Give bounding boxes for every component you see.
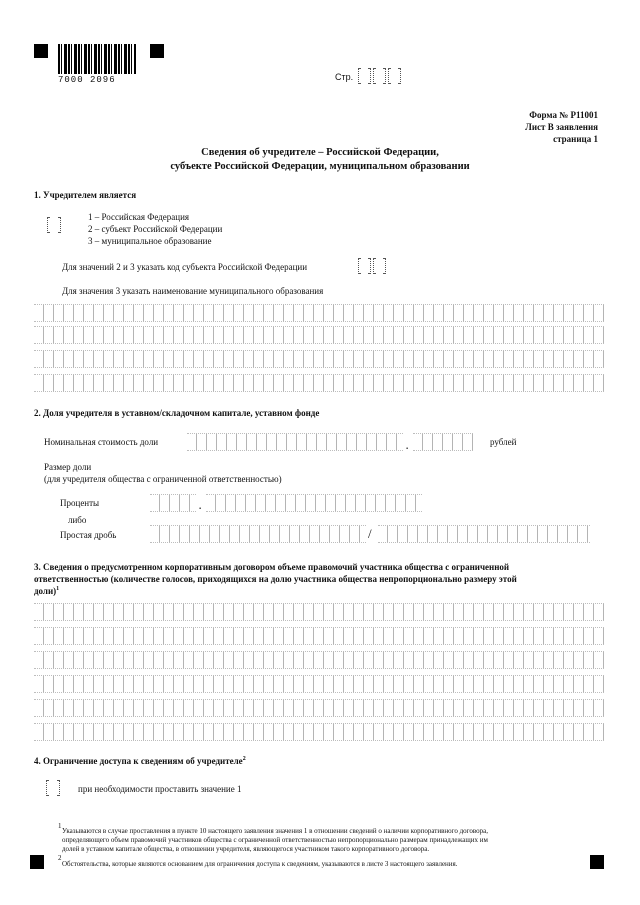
numerator-field[interactable] (150, 525, 366, 543)
percent-fraction-field[interactable] (206, 494, 422, 512)
corner-marker-bottom-right (590, 855, 604, 869)
votes-field-row[interactable] (34, 723, 604, 741)
section2-heading: 2. Доля учредителя в уставном/складочном капитале, уставном фонде (34, 408, 320, 418)
votes-field-row[interactable] (34, 699, 604, 717)
form-number: Форма № Р11001 (529, 110, 598, 120)
corner-marker-bottom-left (30, 855, 44, 869)
nominal-rubles-field[interactable] (187, 433, 403, 451)
fraction-label: Простая дробь (60, 530, 117, 540)
votes-field-row[interactable] (34, 675, 604, 693)
page-sublabel: страница 1 (553, 134, 598, 144)
sheet-label: Лист В заявления (525, 122, 598, 132)
municipality-field-row[interactable] (34, 374, 604, 392)
page-number-field[interactable] (358, 68, 403, 84)
access-restriction-note: при необходимости проставить значение 1 (78, 784, 242, 794)
page-label: Стр. (335, 72, 354, 82)
footnote-1-marker: 1 (58, 822, 62, 830)
section4-heading: 4. Ограничение доступа к сведениям об учредителе$^2$ (34, 756, 246, 766)
barcode (58, 44, 136, 74)
corner-marker-top-left (34, 44, 48, 58)
page-title-line2: субъекте Российской Федерации, муниципальном образовании (170, 161, 470, 172)
municipality-field-row[interactable] (34, 326, 604, 344)
option-1: 1 – Российская Федерация (88, 212, 190, 222)
barcode-number: 7000 2096 (58, 75, 116, 85)
municipality-field-row[interactable] (34, 350, 604, 368)
votes-field-row[interactable] (34, 651, 604, 669)
share-size-label: Размер доли (44, 462, 92, 472)
page-title-line1: Сведения об учредителе – Российской Федерации, (201, 147, 439, 158)
footnote-1-line3: долей в уставном капитале общества, в отношении учредителя, являющегося участником такого корпоративного договора. (62, 845, 430, 853)
section3-heading-line3: доли)$^1$ (34, 586, 60, 596)
section1-heading: 1. Учредителем является (34, 190, 137, 200)
share-size-note: (для учредителя общества с ограниченной ответственностью) (44, 474, 282, 484)
percent-integer-field[interactable] (150, 494, 196, 512)
access-restriction-field[interactable] (46, 780, 62, 796)
section3-heading-line1: 3. Сведения о предусмотренном корпоративным договором объеме правомочий участника общества с ограниченной (34, 562, 510, 572)
nominal-kopecks-field[interactable] (413, 433, 473, 451)
municipality-field-row[interactable] (34, 304, 604, 322)
footnote-2-marker: 2 (58, 854, 62, 862)
option-2: 2 – субъект Российской Федерации (88, 224, 223, 234)
founder-type-field[interactable] (47, 217, 63, 233)
percent-point: . (199, 501, 202, 511)
corner-marker-top-right (150, 44, 164, 58)
percent-label: Проценты (60, 498, 100, 508)
votes-field-row[interactable] (34, 627, 604, 645)
rubles-label: рублей (490, 437, 517, 447)
footnote-1-line1: Указываются в случае проставления в пункте 10 настоящего заявления значения 1 в отношении сведений о наличии корпоративного договора, (62, 827, 488, 835)
denominator-field[interactable] (378, 525, 590, 543)
nominal-label: Номинальная стоимость доли (44, 437, 159, 447)
votes-field-row[interactable] (34, 603, 604, 621)
region-code-label: Для значений 2 и 3 указать код субъекта Российской Федерации (62, 262, 308, 272)
footnote-1-line2: определяющего объем правомочий участников общества с ограниченной ответственностью непропорционально размерам принадлежащих им (62, 836, 488, 844)
option-3: 3 – муниципальное образование (88, 236, 212, 246)
or-label: либо (68, 515, 87, 525)
decimal-point: . (406, 441, 409, 451)
municipality-label: Для значения 3 указать наименование муниципального образования (62, 286, 324, 296)
fraction-slash: / (368, 526, 372, 541)
region-code-field[interactable] (358, 258, 388, 274)
section3-heading-line2: ответственностью (количестве голосов, приходящихся на долю участника общества непропорционально размеру этой (34, 574, 517, 584)
footnote-2-text: Обстоятельства, которые являются основанием для ограничения доступа к сведениям, указываются в листе 3 настоящего заявления. (62, 860, 458, 868)
